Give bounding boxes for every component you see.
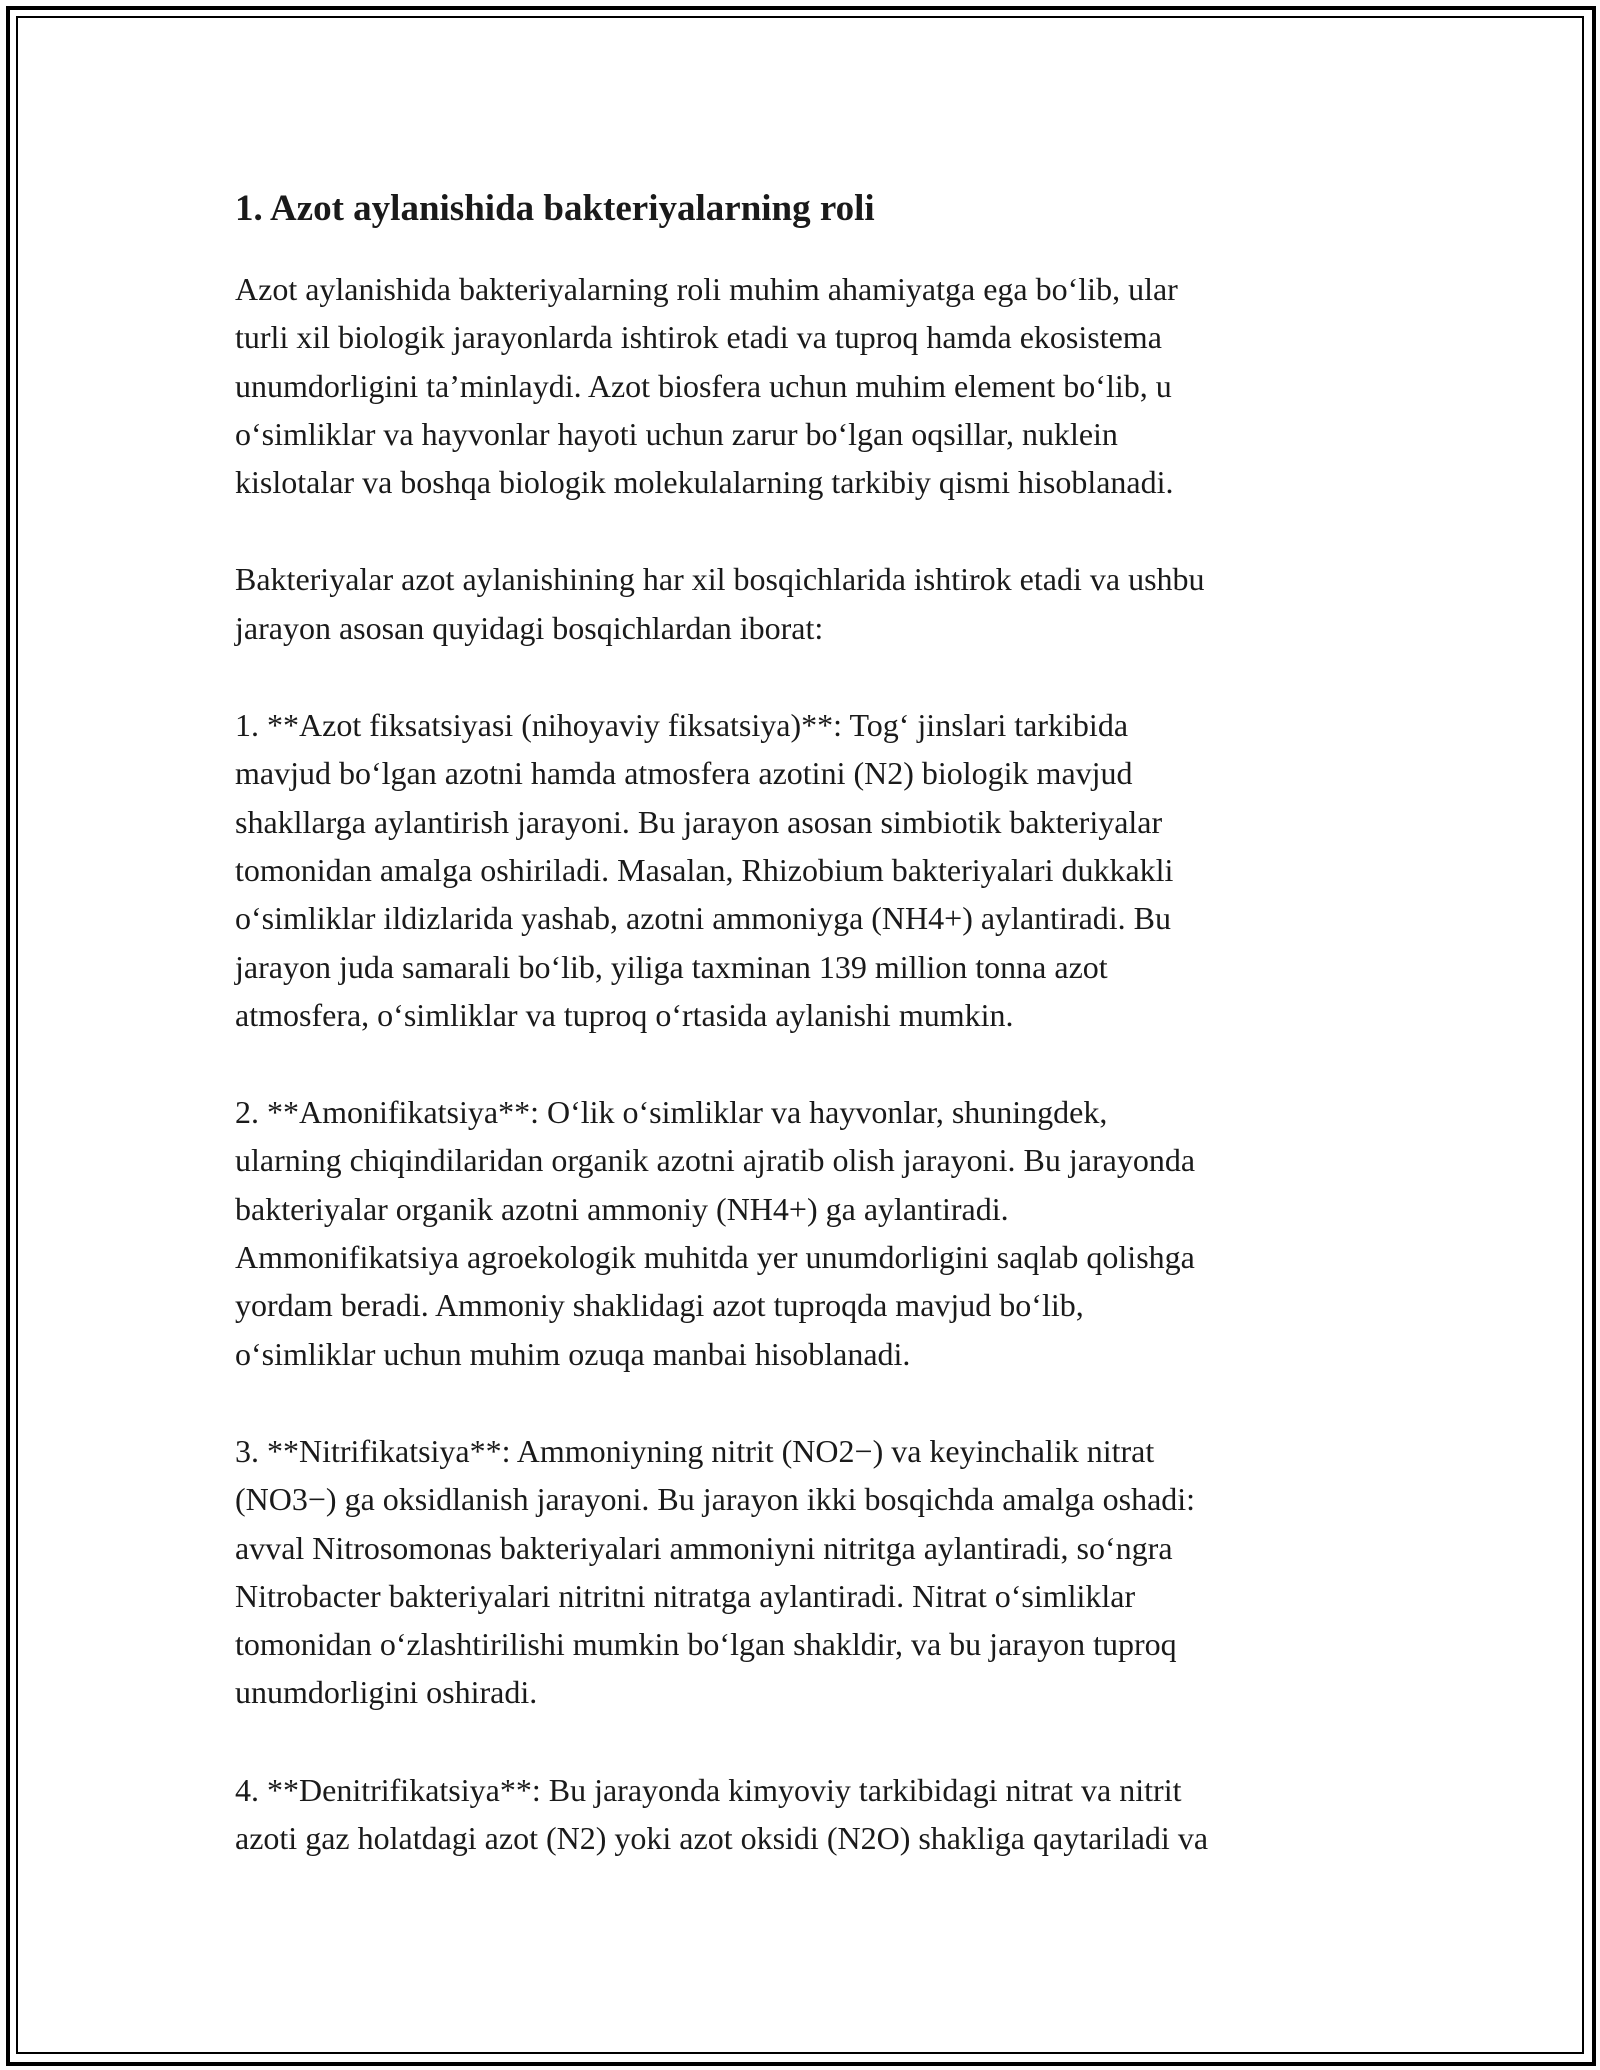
document-body	[235, 185, 1365, 1911]
denitrification-paragraph: 4. **Denitrifikatsiya**: Bu jarayonda kimyoviy tarkibidagi nitrat va nitrit azoti gaz holatdagi azot (N2) yoki azot oksidi (N2O) shakliga qaytariladi va	[235, 1771, 1209, 1857]
nitrogen-fixation-paragraph: 1. **Azot fiksatsiyasi (nihoyaviy fiksatsiya)**: Tog‘ jinslari tarkibida mavjud bo‘lgan azotni hamda atmosfera azotini (N2) biologik mavjud shakllarga aylantirish jarayoni. Bu jarayon asosan simbiotik bakteriyalar tomonidan amalga oshiriladi. Masalan, Rhizobium bakteriyalari dukkakli o‘simliklar ildizlarida yashab, azotni ammoniyga (NH4+) aylantiradi. Bu jarayon juda samarali bo‘lib, yiliga taxminan 139 million tonna azot atmosfera, o‘simliklar va tuproq o‘rtasida aylanishi mumkin.	[235, 707, 1174, 1033]
section-heading: 1. Azot aylanishida bakteriyalarning roli	[235, 188, 875, 229]
ammonification-paragraph: 2. **Amonifikatsiya**: O‘lik o‘simliklar va hayvonlar, shuningdek, ularning chiqindilaridan organik azotni ajratib olish jarayoni. Bu jarayonda bakteriyalar organik azotni ammoniy (NH4+) ga aylantiradi. Ammonifikatsiya agroekologik muhitda yer unumdorligini saqlab qolishga yordam beradi. Ammoniy shaklidagi azot tuproqda mavjud bo‘lib, o‘simliklar uchun muhim ozuqa manbai hisoblanadi.	[235, 1094, 1196, 1372]
intro-paragraph: Azot aylanishida bakteriyalarning roli muhim ahamiyatga ega bo‘lib, ular turli xil biologik jarayonlarda ishtirok etadi va tuproq hamda ekosistema unumdorligini ta’minlaydi. Azot biosfera uchun muhim element bo‘lib, u o‘simliklar va hayvonlar hayoti uchun zarur bo‘lgan oqsillar, nuklein kislotalar va boshqa biologik molekulalarning tarkibiy qismi hisoblanadi.	[235, 271, 1178, 501]
nitrification-paragraph: 3. **Nitrifikatsiya**: Ammoniyning nitrit (NO2−) va keyinchalik nitrat (NO3−) ga oksidlanish jarayoni. Bu jarayon ikki bosqichda amalga oshadi: avval Nitrosomonas bakteriyalari ammoniyni nitritga aylantiradi, so‘ngra Nitrobacter bakteriyalari nitritni nitratga aylantiradi. Nitrat o‘simliklar tomonidan o‘zlashtirilishi mumkin bo‘lgan shakldir, va bu jarayon tuproq unumdorligini oshiradi.	[235, 1432, 1196, 1711]
stages-intro-paragraph: Bakteriyalar azot aylanishining har xil bosqichlarida ishtirok etadi va ushbu jarayon asosan quyidagi bosqichlardan iborat:	[235, 561, 1205, 646]
